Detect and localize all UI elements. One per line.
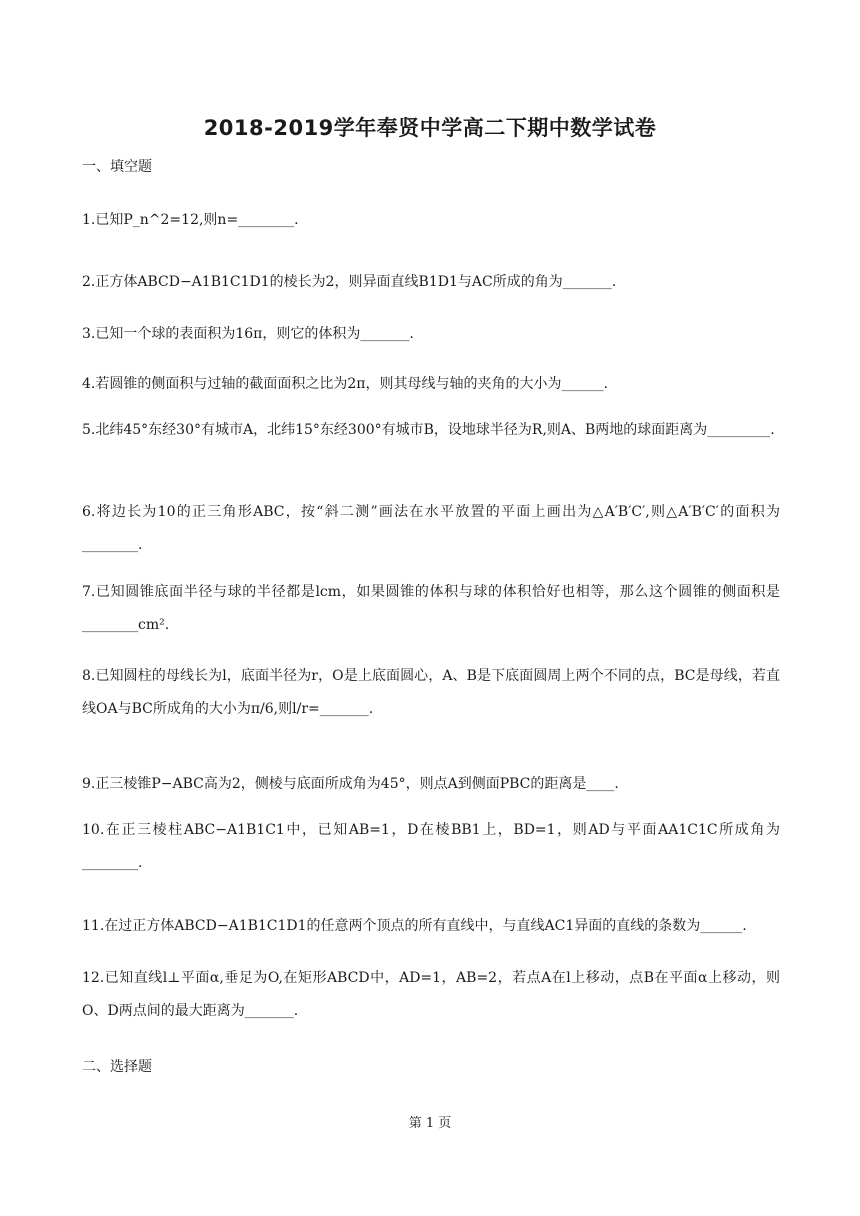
page-title: 2018-2019学年奉贤中学高二下期中数学试卷 <box>203 116 657 140</box>
section-heading-fill-in: 一、填空题 <box>82 159 152 175</box>
question-1: 1.已知P_n^2=12,则n=________. <box>82 212 299 228</box>
question-8: 8.已知圆柱的母线长为l，底面半径为r，O是上底面圆心，A、B是下底面圆周上两个不同的点，BC是母线，若直线OA与BC所成角的大小为π/6,则l/r=_______. <box>82 668 780 717</box>
question-6: 6.将边长为10的正三角形ABC，按“斜二测”画法在水平放置的平面上画出为△A′B′C′,则△A′B′C′的面积为________. <box>82 504 780 553</box>
question-12: 12.已知直线l⊥平面α,垂足为O,在矩形ABCD中，AD=1，AB=2，若点A在l上移动，点B在平面α上移动，则O、D两点间的最大距离为_______. <box>82 970 780 1019</box>
question-11: 11.在过正方体ABCD−A1B1C1D1的任意两个顶点的所有直线中，与直线AC1异面的直线的条数为______. <box>82 918 747 934</box>
question-10: 10.在正三棱柱ABC−A1B1C1中，已知AB=1，D在棱BB1上，BD=1，则AD与平面AA1C1C所成角为________. <box>82 822 780 871</box>
question-7: 7.已知圆锥底面半径与球的半径都是lcm，如果圆锥的体积与球的体积恰好也相等，那么这个圆锥的侧面积是________cm². <box>82 584 780 633</box>
question-5: 5.北纬45°东经30°有城市A，北纬15°东经300°有城市B，设地球半径为R,则A、B两地的球面距离为_________. <box>82 422 775 438</box>
question-4: 4.若圆锥的侧面积与过轴的截面面积之比为2π，则其母线与轴的夹角的大小为______. <box>82 376 608 392</box>
question-9: 9.正三棱锥P−ABC高为2，侧棱与底面所成角为45°，则点A到侧面PBC的距离是____. <box>82 776 619 792</box>
page-footer: 第 1 页 <box>408 1116 452 1131</box>
question-3: 3.已知一个球的表面积为16π，则它的体积为_______. <box>82 326 414 342</box>
question-2: 2.正方体ABCD−A1B1C1D1的棱长为2，则异面直线B1D1与AC所成的角为_______. <box>82 274 617 290</box>
section-heading-multiple-choice: 二、选择题 <box>82 1059 152 1075</box>
